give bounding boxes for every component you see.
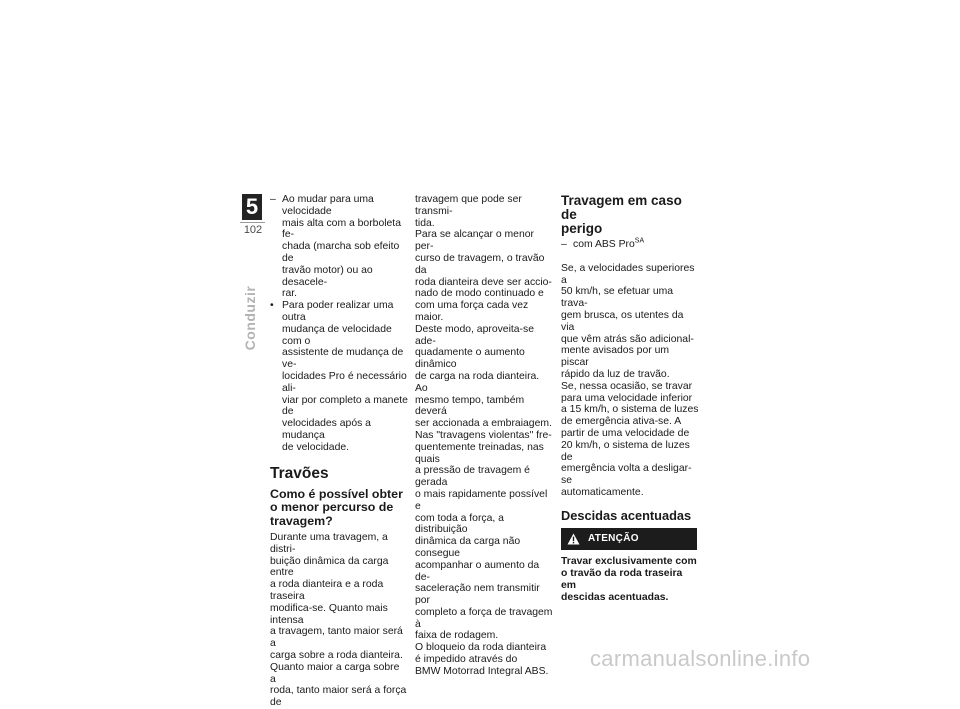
text-line: mesmo tempo, também deverá — [415, 394, 525, 418]
text-line: emergência volta a desligar-se — [561, 463, 692, 487]
text-line: a pressão de travagem é gerada — [415, 465, 530, 489]
text-line: Deste modo, aproveita-se ade- — [415, 323, 534, 347]
heading-line: travagem? — [270, 513, 333, 528]
option-text: com ABS Pro — [573, 239, 635, 250]
text-line: gem brusca, os utentes da via — [561, 309, 684, 333]
text-line: ser accionada a embraiagem. — [415, 418, 552, 430]
dash-icon: – — [270, 194, 276, 205]
text-line: de emergência ativa-se. A — [561, 416, 682, 428]
heading-line: Como é possível obter — [270, 486, 403, 501]
warning-label: ATENÇÃO — [588, 533, 639, 545]
text-line: o travão da roda traseira em — [561, 568, 683, 591]
text-line: mente avisados por um piscar — [561, 345, 670, 369]
page-number: 102 — [243, 224, 263, 236]
dash-icon: – — [561, 239, 567, 250]
text-line: Para poder realizar uma outra — [282, 300, 394, 323]
text-line: mudança de velocidade com o — [282, 323, 392, 347]
text-line: Durante uma travagem, a distri- — [270, 532, 388, 555]
text-line: Travar exclusivamente com — [561, 556, 697, 568]
section-heading-steep-descent: Descidas acentuadas — [561, 507, 692, 523]
text-line: BMW Motorrad Integral ABS. — [415, 665, 549, 677]
section-side-label: Conduzir — [242, 285, 258, 351]
text-line: mais alta com a borboleta fe- — [282, 217, 401, 241]
text-line: Nas "travagens violentas" fre- — [415, 429, 552, 441]
text-line: dinâmica da carga não consegue — [415, 536, 521, 559]
text-line: 50 km/h, se efetuar uma trava- — [561, 286, 674, 310]
heading-line: perigo — [561, 221, 603, 236]
heading-line: o menor percurso de — [270, 500, 394, 515]
text-line: a 15 km/h, o sistema de luzes — [561, 404, 699, 416]
text-line: descidas acentuadas. — [561, 591, 669, 603]
dash-list-item — [270, 194, 408, 300]
text-line: completo a força de travagem à — [415, 606, 553, 630]
text-line: quentemente treinadas, nas quais — [415, 441, 544, 465]
text-line: roda dianteira deve ser accio- — [415, 276, 552, 288]
column-2 — [415, 194, 553, 678]
text-line: com toda a força, a distribuição — [415, 512, 504, 536]
text-line: travão motor) ou ao desacele- — [282, 264, 373, 288]
text-line: de carga na roda dianteira. Ao — [415, 370, 540, 394]
text-line: rápido da luz de travão. — [561, 368, 670, 380]
subsection-heading — [270, 488, 408, 529]
watermark: carmanualsonline.info — [590, 646, 811, 671]
warning-box — [561, 528, 697, 550]
text-line: partir de uma velocidade de — [561, 427, 690, 439]
text-line: com uma força cada vez maior. — [415, 300, 529, 323]
option-superscript: SA — [634, 237, 645, 245]
warning-text — [561, 556, 699, 603]
text-line: acompanhar o aumento da de- — [415, 559, 540, 583]
text-line: a roda dianteira e a roda traseira — [270, 579, 384, 603]
text-line: que vêm atrás são adicional- — [561, 333, 694, 345]
chapter-number: 5 — [242, 194, 262, 220]
text-line: é impedido através do — [415, 654, 518, 666]
text-line: saceleração nem transmitir por — [415, 583, 540, 607]
text-line: Quanto maior a carga sobre a — [270, 661, 400, 685]
text-line: quadamente o aumento dinâmico — [415, 347, 525, 371]
tab-divider — [240, 222, 265, 223]
text-line: carga sobre a roda dianteira. — [270, 650, 403, 661]
text-line: modifica-se. Quanto mais intensa — [270, 602, 388, 626]
text-line: Se, nessa ocasião, se travar — [561, 380, 693, 392]
text-line: O bloqueio da roda dianteira — [415, 642, 547, 654]
text-line: 20 km/h, o sistema de luzes de — [561, 439, 690, 463]
text-line: o mais rapidamente possível e — [415, 488, 548, 512]
text-line: Se, a velocidades superiores a — [561, 262, 695, 286]
text-line: locidades Pro é necessário ali- — [282, 370, 407, 394]
text-line: travagem que pode ser transmi- — [415, 194, 522, 217]
spacer — [561, 251, 699, 263]
text-line: chada (marcha sob efeito de — [282, 241, 400, 264]
text-line: nado de modo continuado e — [415, 288, 544, 300]
body-paragraph — [270, 532, 408, 709]
text-line: curso de travagem, o travão da — [415, 252, 545, 276]
text-line: velocidades após a mudança — [282, 418, 371, 441]
text-line: tida. — [415, 217, 435, 229]
warning-triangle-icon — [567, 533, 580, 545]
option-equipment — [561, 239, 699, 251]
bullet-list-item — [270, 300, 408, 453]
body-paragraph — [561, 263, 699, 499]
text-line: a travagem, tanto maior será a — [270, 626, 403, 650]
bullet-icon: • — [270, 300, 274, 312]
text-line: roda, tanto maior será a força de — [270, 685, 407, 709]
text-line: assistente de mudança de ve- — [282, 347, 404, 371]
column-1 — [270, 194, 408, 709]
text-line: de velocidade. — [282, 441, 350, 453]
text-line: Para se alcançar o menor per- — [415, 229, 534, 253]
section-heading-emergency-braking — [561, 194, 699, 236]
text-line: viar por completo a manete de — [282, 394, 408, 418]
section-heading: Travões — [270, 464, 329, 482]
text-line: faixa de rodagem. — [415, 630, 499, 642]
text-line: rar. — [282, 288, 298, 300]
text-line: buição dinâmica da carga entre — [270, 555, 389, 579]
text-line: para uma velocidade inferior — [561, 392, 693, 404]
text-line: Ao mudar para uma velocidade — [282, 194, 374, 217]
text-line: automaticamente. — [561, 486, 644, 498]
heading-line: Travagem em caso de — [561, 193, 682, 222]
column-3 — [561, 194, 699, 603]
